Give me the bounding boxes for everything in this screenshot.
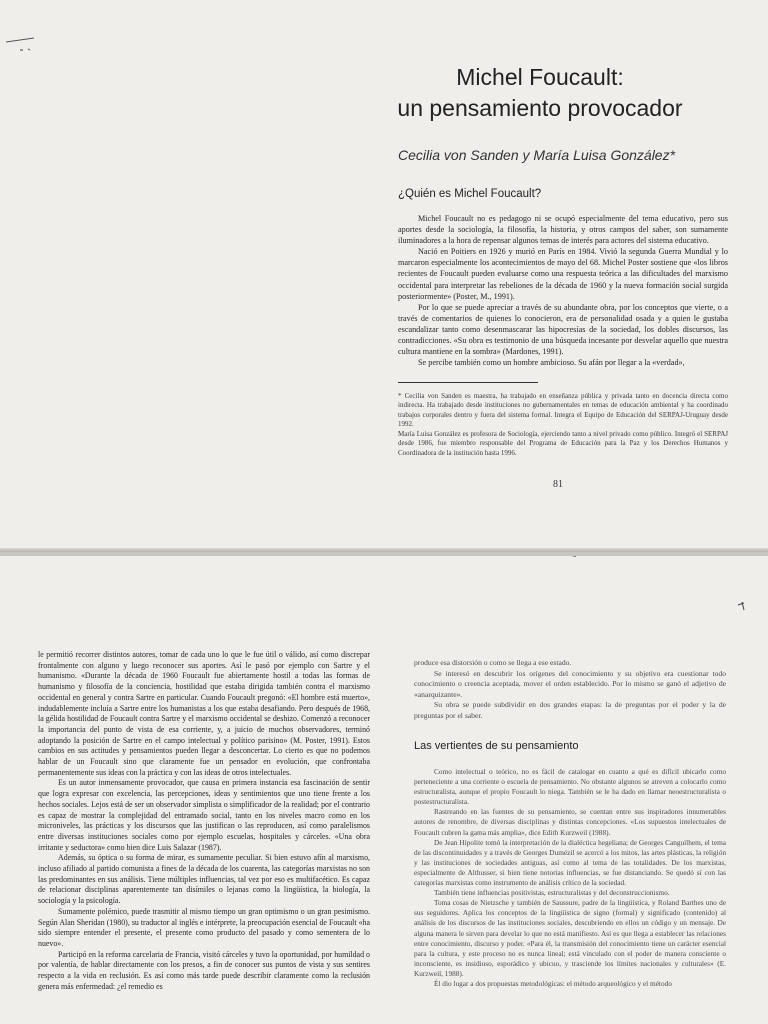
- paragraph: Se interesó en descubrir los orígenes del conocimiento y su objetivo era cuestionar todo conocimiento o creencia aceptada, mover el orden establecido. Por lo mismo se ganó el adjetivo de «anarquizante».: [414, 668, 726, 699]
- footnote: * Cecilia von Sanden es maestra, ha trabajado en enseñanza pública y privada tanto en docencia directa como indirecta. Ha trabajado desde instituciones no gubernamentales en temas de educación ambiental y ha coordinado trabajos corporales dentro y fuera del sistema formal. Integra el Equipo de Educación del SERPAJ-Uruguay desde 1992.: [398, 392, 728, 428]
- paragraph: Participó en la reforma carcelaria de Francia, visitó cárceles y tuvo la oportunidad, por humildad o por valentía, de hablar directamente con los presos, a fin de conocer sus puntos de vista y sus sentires respecto a la vida en reclusión. Es así como más tarde puede describir claramente como la reclusión genera más enfermedad: ¿el remedio es: [38, 949, 370, 991]
- bottom-page: [0, 556, 768, 1024]
- paragraph: Es un autor inmensamente provocador, que causa en primera instancia esa fascinación de sentir que logra expresar con excelencia, las percepciones, ideas y sentimientos que uno tiene frente a los hechos sociales. Lejos está de ser un observador simplista o simplificador de la realidad; por el contrario es capaz de mostrar la complejidad del entramado social, tanto en los niveles macro como en los microniveles, las prácticas y los discursos que las justifican o las reproducen, así como paralelismos entre diversas instituciones sociales como por ejemplo escuelas, hospitales y cárceles. «Una obra irritante y seductora» como bien dice Luis Salazar (1987).: [38, 778, 370, 852]
- paragraph: le permitió recorrer distintos autores, tomar de cada uno lo que le fue útil o válido, así como discrepar frontalmente con alguno y luego reconocer sus aportes. Así le pasó por ejemplo con Sartre y el humanismo. «Durante la década de 1960 Foucault fue abiertamente hostil a todas las formas de humanismo y filosofía de la conciencia, hostilidad que estaba dirigida también contra el marxismo occidental en general y contra Sartre en particular. Cuando Foucault pregonó: «El hombre está muerto», indudablemente incluía a Sartre entre los humanistas a los que estaba desafiando. Pero después de 1968, la gélida hostilidad de Foucault contra Sartre y el marxismo occidental se deshizo. Comenzó a reconocer la importancia del punto de vista de esa corriente, y, a juicio de muchos observadores, terminó adoptando la posición de Sartre en el campo intelectual y político parisino» (M. Poster, 1991). Estos cambios en sus actitudes y pensamientos pueden llegar a desconcertar. Lo cierto es que no podemos hablar de un Foucault sino que claramente fue un pensador en evolución, que confrontaba permanentemente sus ideas con la práctica y con las ideas de otros intelectuales.: [38, 650, 370, 777]
- page-number: 81: [553, 479, 563, 490]
- scan-dash-mark: [562, 556, 582, 560]
- footnote-rule: [398, 382, 538, 383]
- paragraph: Nació en Poitiers en 1926 y murió en París en 1984. Vivió la segunda Guerra Mundial y lo marcaron especialmente los acontecimientos de mayo del 68. Michel Poster sostiene que «los libros recientes de Foucault pueden evaluarse como una respuesta teórica a las dificultades del marxismo occidental para interpretar las rebeliones de la década de 1960 y la nueva formación social surgida posteriormente» (Poster, M., 1991).: [398, 247, 728, 301]
- bottom-left-column: [38, 650, 370, 993]
- scan-smudge-mark: [4, 34, 44, 64]
- article-title-line1: Michel Foucault:: [456, 64, 624, 90]
- article-title-line2: un pensamiento provocador: [397, 95, 683, 121]
- paragraph: Como intelectual o teórico, no es fácil de catalogar en cuanto a qué es difícil ubicarlo como perteneciente a una corriente o escuela de pensamiento. No obstante algunos se atreven a colocarlo como estructuralista, aunque el propio Foucault lo niega. También se le ha dado en llamar neoestructuralista o postestructuralista.: [414, 767, 726, 807]
- paragraph: También tiene influencias positivistas, estructuralistas y del deconstruccionismo.: [434, 888, 670, 898]
- section-heading-who: ¿Quién es Michel Foucault?: [398, 188, 542, 200]
- paragraph: Rastreando en las fuentes de su pensamiento, se cuentan entre sus inspiradores innumerables autores de renombre, de diversas disciplinas y distintas concepciones. «Los supuestos intelectuales de Foucault cubren la gama más amplia», dice Edith Kurzweil (1988).: [414, 807, 726, 837]
- paragraph: Él dio lugar a dos propuestas metodológicas: el método arqueológico y el método: [434, 978, 672, 988]
- top-body-text: [398, 213, 728, 368]
- footnotes: [398, 392, 728, 459]
- article-authors: Cecilia von Sanden y María Luisa González*: [398, 147, 676, 163]
- paragraph: Por lo que se puede apreciar a través de su abundante obra, por los conceptos que vierte, o a través de comentarios de quienes lo conocieron, era de personalidad osada y a quien le gustaba escandalizar tanto como desenmascarar las hipocresías de la sociedad, los dobles discursos, las contradicciones. «Su obra es testimonio de una búsqueda incesante por desvelar aquello que nuestra cultura mantiene en la sombra» (Mardones, 1991).: [398, 302, 728, 357]
- paragraph: Su obra se puede subdividir en dos grandes etapas: la de preguntas por el poder y la de preguntas por el saber.: [414, 700, 726, 720]
- bottom-right-intro: [414, 658, 726, 721]
- footnote: María Luisa González es profesora de Sociología, ejerciendo tanto a nivel privado como público. Integró el SERPAJ desde 1986, fue miembro responsable del Programa de Educación para la Paz y los Derechos Humanos y Coordinadora de la institución hasta 1996.: [398, 430, 728, 457]
- paragraph: Sumamente polémico, puede trasmitir al mismo tiempo un gran optimismo o un gran pesimismo. Según Alan Sheridan (1980), su traductor al inglés e intérprete, la preocupación esencial de Foucault «ha sido siempre entender el presente, el presente como producto del pasado y como sementera de lo nuevo».: [38, 906, 370, 948]
- section-heading-vertientes: Las vertientes de su pensamiento: [414, 740, 579, 752]
- paragraph: De Jean Hipolite tomó la interpretación de la dialéctica hegeliana; de Georges Canguilhem, el tema de las discontinuidades y a través de Georges Dumézil se acercó a los mitos, las artes plásticas, la religión y las instituciones de sociedades antiguas, así como al tema de las totalidades. De los marxistas, especialmente de Althusser, si bien tiene notorias influencias, se fue distanciando. Se quedó sí con las categorías marxistas como instrumento de análisis crítico de la sociedad.: [414, 837, 726, 888]
- paragraph: Se percibe también como un hombre ambicioso. Su afán por llegar a la «verdad»,: [418, 358, 685, 368]
- scan-corner-mark: [736, 600, 752, 612]
- bottom-right-body: [414, 767, 726, 989]
- paragraph: produce esa distorsión o como se llega a ese estado.: [414, 658, 572, 667]
- paragraph: Michel Foucault no es pedagogo ni se ocupó especialmente del tema educativo, pero sus aportes desde la sociología, la filosofía, la historia, y otros campos del saber, son sumamente iluminadores a la hora de repensar algunos temas de interés para actores del sistema educativo.: [398, 214, 728, 246]
- paragraph: Toma cosas de Nietzsche y también de Saussure, padre de la lingüística, y Roland Barthes uno de sus seguidores. Aplica los conceptos de la lingüística de signo (formal) y significado (contenido) al análisis de los discursos de las instituciones sociales, descubriendo en ellos un código y un mensaje. De alguna manera le sirven para develar lo que no está manifiesto. Así es que llega a establecer las relaciones entre conocimiento, discurso y poder. «Para él, la transmisión del conocimiento tiene un carácter esencial para la cultura, y este proceso no es nunca lineal; está vinculado con el poder de manera consciente o inconsciente, es insidioso, esporádico y ubicuo, y trasciende los límites nacionales y culturales» (E. Kurzweil, 1988).: [414, 898, 726, 978]
- paragraph: Además, su óptica o su forma de mirar, es sumamente peculiar. Si bien estuvo afín al marxismo, incluso afiliado al partido comunista a fines de la década de los cuarenta, las categorías marxistas no son las predominantes en sus análisis. Tiene múltiples influencias, tal vez por eso es multifacético. Es capaz de relacionar disciplinas aparentemente tan disímiles o lejanas como la lingüística, la biología, la sociología y la psicología.: [38, 853, 370, 906]
